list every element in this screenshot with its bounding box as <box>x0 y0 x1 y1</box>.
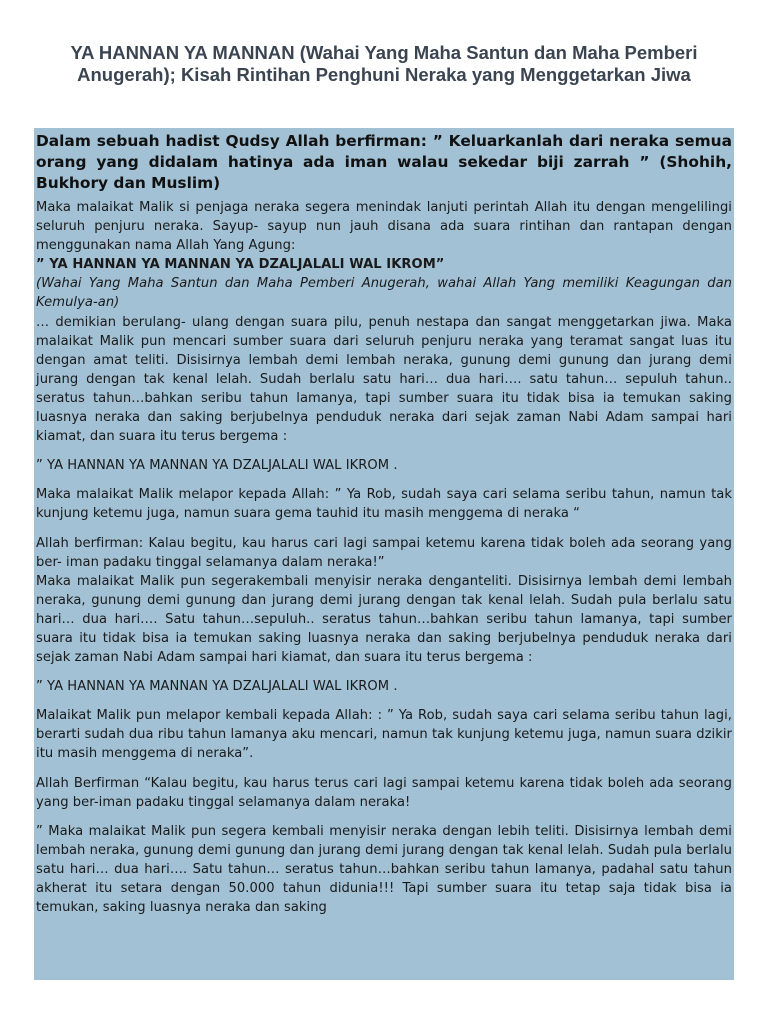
chant-line-2: ” YA HANNAN YA MANNAN YA DZALJALALI WAL IKROM . <box>36 679 398 695</box>
hadith-lead: Dalam sebuah hadist Qudsy Allah berfirman: ” Keluarkanlah dari neraka semua orang yang didalam hatinya ada iman walau sekedar biji zarrah ” (Shohih, Bukhory dan Muslim) <box>36 132 732 192</box>
chant-translation: (Wahai Yang Maha Santun dan Maha Pemberi Anugerah, wahai Allah Yang memiliki Keagungan dan Kemulya-an) <box>36 276 732 311</box>
article-title: YA HANNAN YA MANNAN (Wahai Yang Maha Santun dan Maha Pemberi Anugerah); Kisah Rintihan Penghuni Neraka yang Menggetarkan Jiwa <box>70 42 698 85</box>
paragraph-5: Maka malaikat Malik pun segerakembali menyisir neraka denganteliti. Disisirnya lembah demi lembah neraka, gunung demi gunung dan jurang demi jurang dengan tak kenal lelah. Sudah pula berlalu satu hari… dua hari…. Satu tahun…sepuluh.. seratus tahun…bahkan seribu tahun lamanya, tapi sumber suara itu tidak bisa ia temukan saking luasnya neraka dan saking berjubelnya penduduk neraka dari sejak zaman Nabi Adam sampai hari kiamat, dan suara itu terus bergema : <box>36 573 732 666</box>
article-body <box>34 128 734 980</box>
chant-line-1: ” YA HANNAN YA MANNAN YA DZALJALALI WAL IKROM . <box>36 458 398 474</box>
paragraph-3: Maka malaikat Malik melapor kepada Allah: ” Ya Rob, sudah saya cari selama seribu tahun, namun tak kunjung ketemu juga, namun suara gema tauhid itu masih menggema di neraka “ <box>36 487 732 522</box>
paragraph-1: Maka malaikat Malik si penjaga neraka segera menindak lanjuti perintah Allah itu dengan mengelilingi seluruh penjuru neraka. Sayup- sayup nun jauh disana ada suara rintihan dan rantapan dengan menggunakan nama Allah Yang Agung: <box>36 200 732 254</box>
paragraph-6: Malaikat Malik pun melapor kembali kepada Allah: : ” Ya Rob, sudah saya cari selama seribu tahun lagi, berarti sudah dua ribu tahun lamanya aku mencari, namun tak kunjung ketemu juga, namun suara dzikir itu masih menggema di neraka”. <box>36 708 732 762</box>
paragraph-7: Allah Berfirman “Kalau begitu, kau harus terus cari lagi sampai ketemu karena tidak boleh ada seorang yang ber-iman padaku tinggal selamanya dalam neraka! <box>36 775 732 810</box>
chant-line-heading: ” YA HANNAN YA MANNAN YA DZALJALALI WAL IKROM” <box>36 257 445 273</box>
paragraph-2: … demikian berulang- ulang dengan suara pilu, penuh nestapa dan sangat menggetarkan jiwa. Maka malaikat Malik pun mencari sumber suara dari seluruh penjuru neraka yang teramat sangat luas itu dengan amat teliti. Disisirnya lembah demi lembah neraka, gunung demi gunung dan jurang demi jurang dengan tak kenal lelah. Sudah berlalu satu hari… dua hari…. satu tahun… sepuluh tahun.. seratus tahun…bahkan seribu tahun lamanya, tapi sumber suara itu tidak bisa ia temukan saking luasnya neraka dan saking berjubelnya penduduk neraka dari sejak zaman Nabi Adam sampai hari kiamat, dan suara itu terus bergema : <box>36 314 732 445</box>
paragraph-8: ” Maka malaikat Malik pun segera kembali menyisir neraka dengan lebih teliti. Disisirnya lembah demi lembah neraka, gunung demi gunung dan jurang demi jurang dengan tak kenal lelah. Sudah pula berlalu satu hari… dua hari…. Satu tahun… seratus tahun…bahkan seribu tahun lamanya, padahal satu tahun akherat itu setara dengan 50.000 tahun didunia!!! Tapi sumber suara itu tetap saja tidak bisa ia temukan, saking luasnya neraka dan saking <box>36 823 732 916</box>
paragraph-4: Allah berfirman: Kalau begitu, kau harus cari lagi sampai ketemu karena tidak boleh ada seorang yang ber- iman padaku tinggal selamanya dalam neraka!” <box>36 535 732 570</box>
